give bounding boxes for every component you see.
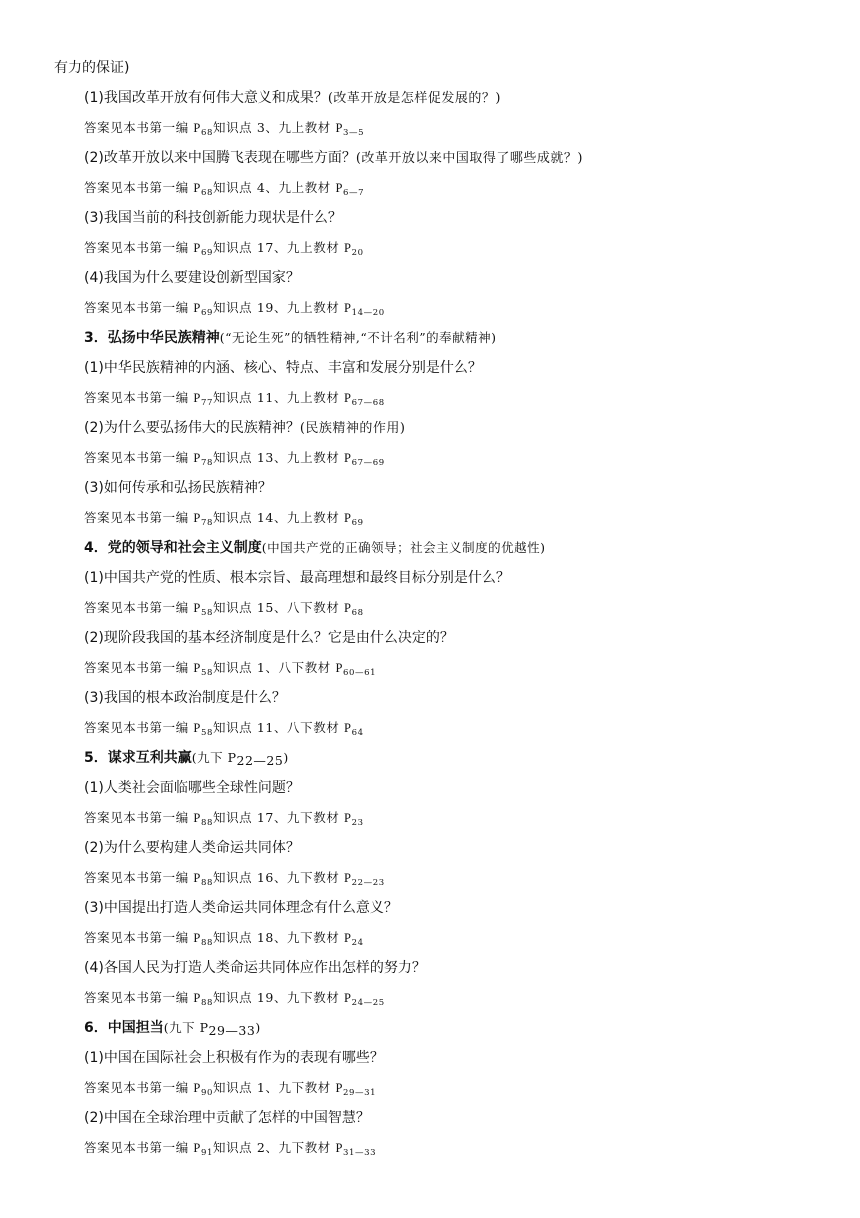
continued-text bbox=[54, 59, 129, 77]
page-letter: P bbox=[344, 721, 352, 735]
page-number: 88 bbox=[200, 878, 213, 888]
question-note: (改革开放以来中国取得了哪些成就？) bbox=[355, 151, 583, 166]
page-letter: P bbox=[344, 601, 352, 615]
page-number: 58 bbox=[200, 608, 213, 618]
continued-text-label: 有力的保证) bbox=[54, 60, 130, 76]
answer-middle: 知识点 19、九上教材 bbox=[212, 300, 345, 315]
answer-prefix: 答案见本书第一编 bbox=[84, 1080, 194, 1095]
answer-reference bbox=[84, 1079, 376, 1097]
question-text: (2)为什么要弘扬伟大的民族精神？ bbox=[84, 420, 300, 436]
page-number: 78 bbox=[200, 518, 213, 528]
answer-reference bbox=[84, 179, 364, 197]
answer-reference bbox=[84, 1139, 376, 1157]
section-heading-text: 5．谋求互利共赢 bbox=[84, 750, 192, 766]
textbook-page-range: 24—25 bbox=[351, 998, 385, 1008]
question-line bbox=[84, 629, 454, 647]
page-number: 77 bbox=[200, 398, 213, 408]
question-line bbox=[84, 209, 342, 227]
question-line bbox=[84, 89, 501, 107]
question-line bbox=[84, 899, 398, 917]
question-text: (1)人类社会面临哪些全球性问题？ bbox=[84, 780, 300, 796]
page-letter: P bbox=[193, 931, 201, 945]
question-line bbox=[84, 839, 300, 857]
answer-middle: 知识点 1、八下教材 bbox=[212, 660, 336, 675]
page-letter: P bbox=[193, 811, 201, 825]
question-line bbox=[84, 779, 300, 797]
textbook-page-range: 67—69 bbox=[351, 458, 385, 468]
textbook-page-range: 60—61 bbox=[343, 668, 377, 678]
page-letter: P bbox=[193, 1141, 201, 1155]
answer-prefix: 答案见本书第一编 bbox=[84, 810, 194, 825]
answer-reference bbox=[84, 809, 364, 827]
page-number: 88 bbox=[200, 998, 213, 1008]
page-letter: P bbox=[344, 391, 352, 405]
answer-prefix: 答案见本书第一编 bbox=[84, 180, 194, 195]
question-text: (1)中华民族精神的内涵、核心、特点、丰富和发展分别是什么？ bbox=[84, 360, 482, 376]
page-letter: P bbox=[193, 721, 201, 735]
page-letter: P bbox=[193, 601, 201, 615]
page-number: 58 bbox=[200, 728, 213, 738]
page-letter: P bbox=[335, 661, 344, 675]
textbook-page-range: 3—5 bbox=[343, 128, 365, 138]
answer-middle: 知识点 15、八下教材 bbox=[212, 600, 345, 615]
answer-prefix: 答案见本书第一编 bbox=[84, 660, 194, 675]
page-range: 29—33 bbox=[208, 1023, 256, 1038]
answer-middle: 知识点 11、九上教材 bbox=[212, 390, 345, 405]
section-heading-note-end: ) bbox=[255, 1020, 261, 1035]
textbook-page-range: 67—68 bbox=[351, 398, 385, 408]
textbook-page-range: 23 bbox=[351, 818, 364, 828]
answer-middle: 知识点 18、九下教材 bbox=[212, 930, 345, 945]
section-heading bbox=[84, 539, 546, 557]
answer-middle: 知识点 4、九上教材 bbox=[212, 180, 336, 195]
question-line bbox=[84, 419, 406, 437]
answer-middle: 知识点 17、九上教材 bbox=[212, 240, 345, 255]
answer-reference bbox=[84, 599, 364, 617]
textbook-page-range: 64 bbox=[351, 728, 364, 738]
page-letter: P bbox=[193, 511, 201, 525]
question-line bbox=[84, 479, 272, 497]
textbook-page-range: 29—31 bbox=[343, 1088, 377, 1098]
page-letter: P bbox=[335, 181, 344, 195]
answer-middle: 知识点 17、九下教材 bbox=[212, 810, 345, 825]
question-text: (1)中国共产党的性质、根本宗旨、最高理想和最终目标分别是什么？ bbox=[84, 570, 510, 586]
question-line bbox=[84, 1049, 384, 1067]
section-heading bbox=[84, 749, 289, 767]
answer-middle: 知识点 2、九下教材 bbox=[212, 1140, 336, 1155]
question-text: (3)我国的根本政治制度是什么？ bbox=[84, 690, 286, 706]
question-line bbox=[84, 1109, 370, 1127]
page-letter: P bbox=[193, 391, 201, 405]
section-heading-text: 4．党的领导和社会主义制度 bbox=[84, 540, 262, 556]
page-number: 58 bbox=[200, 668, 213, 678]
answer-prefix: 答案见本书第一编 bbox=[84, 300, 194, 315]
answer-reference bbox=[84, 449, 385, 467]
question-text: (2)现阶段我国的基本经济制度是什么？它是由什么决定的？ bbox=[84, 630, 454, 646]
section-heading bbox=[84, 1019, 261, 1037]
answer-middle: 知识点 19、九下教材 bbox=[212, 990, 345, 1005]
answer-prefix: 答案见本书第一编 bbox=[84, 1140, 194, 1155]
page-letter: P bbox=[193, 301, 201, 315]
page-letter: P bbox=[193, 661, 201, 675]
answer-reference bbox=[84, 929, 364, 947]
question-text: (2)改革开放以来中国腾飞表现在哪些方面？ bbox=[84, 150, 356, 166]
page-letter: P bbox=[335, 1141, 344, 1155]
question-line bbox=[84, 569, 510, 587]
answer-middle: 知识点 1、九下教材 bbox=[212, 1080, 336, 1095]
question-text: (2)为什么要构建人类命运共同体？ bbox=[84, 840, 300, 856]
page-letter: P bbox=[193, 871, 201, 885]
answer-middle: 知识点 16、九下教材 bbox=[212, 870, 345, 885]
question-line bbox=[84, 269, 300, 287]
question-text: (1)我国改革开放有何伟大意义和成果？ bbox=[84, 90, 328, 106]
section-heading-text: 3．弘扬中华民族精神 bbox=[84, 330, 220, 346]
page-number: 90 bbox=[200, 1088, 213, 1098]
answer-reference bbox=[84, 239, 364, 257]
question-text: (3)中国提出打造人类命运共同体理念有什么意义？ bbox=[84, 900, 398, 916]
section-heading-text: 6．中国担当 bbox=[84, 1020, 164, 1036]
answer-prefix: 答案见本书第一编 bbox=[84, 930, 194, 945]
answer-prefix: 答案见本书第一编 bbox=[84, 870, 194, 885]
answer-reference bbox=[84, 989, 385, 1007]
page-letter: P bbox=[344, 301, 352, 315]
question-line bbox=[84, 689, 286, 707]
answer-prefix: 答案见本书第一编 bbox=[84, 240, 194, 255]
question-text: (2)中国在全球治理中贡献了怎样的中国智慧？ bbox=[84, 1110, 370, 1126]
answer-reference bbox=[84, 299, 385, 317]
answer-reference bbox=[84, 119, 364, 137]
section-heading-note: (九下 P bbox=[191, 750, 237, 765]
answer-middle: 知识点 14、九上教材 bbox=[212, 510, 345, 525]
textbook-page-range: 24 bbox=[351, 938, 364, 948]
question-note: (改革开放是怎样促发展的？) bbox=[327, 91, 501, 106]
page-letter: P bbox=[344, 871, 352, 885]
question-text: (3)如何传承和弘扬民族精神？ bbox=[84, 480, 272, 496]
answer-middle: 知识点 13、九上教材 bbox=[212, 450, 345, 465]
answer-prefix: 答案见本书第一编 bbox=[84, 720, 194, 735]
page-letter: P bbox=[193, 181, 201, 195]
question-text: (3)我国当前的科技创新能力现状是什么？ bbox=[84, 210, 342, 226]
answer-prefix: 答案见本书第一编 bbox=[84, 390, 194, 405]
page-number: 68 bbox=[200, 128, 213, 138]
page-letter: P bbox=[344, 451, 352, 465]
page-letter: P bbox=[193, 451, 201, 465]
page-range: 22—25 bbox=[236, 753, 284, 768]
answer-reference bbox=[84, 719, 364, 737]
page-number: 69 bbox=[200, 308, 213, 318]
page-letter: P bbox=[335, 1081, 344, 1095]
answer-prefix: 答案见本书第一编 bbox=[84, 450, 194, 465]
textbook-page-range: 20 bbox=[351, 248, 364, 258]
section-heading bbox=[84, 329, 497, 347]
page-letter: P bbox=[193, 991, 201, 1005]
page-number: 69 bbox=[200, 248, 213, 258]
page-letter: P bbox=[193, 121, 201, 135]
textbook-page-range: 31—33 bbox=[343, 1148, 377, 1158]
textbook-page-range: 22—23 bbox=[351, 878, 385, 888]
page-letter: P bbox=[344, 511, 352, 525]
question-note: (民族精神的作用) bbox=[299, 421, 406, 436]
page-number: 88 bbox=[200, 938, 213, 948]
page-number: 88 bbox=[200, 818, 213, 828]
page-letter: P bbox=[344, 241, 352, 255]
page-letter: P bbox=[335, 121, 344, 135]
page-letter: P bbox=[193, 241, 201, 255]
page-letter: P bbox=[344, 931, 352, 945]
answer-reference bbox=[84, 389, 385, 407]
textbook-page-range: 68 bbox=[351, 608, 364, 618]
question-text: (4)各国人民为打造人类命运共同体应作出怎样的努力？ bbox=[84, 960, 426, 976]
textbook-page-range: 69 bbox=[351, 518, 364, 528]
answer-reference bbox=[84, 509, 364, 527]
textbook-page-range: 6—7 bbox=[343, 188, 365, 198]
answer-reference bbox=[84, 659, 376, 677]
question-line bbox=[84, 149, 583, 167]
answer-prefix: 答案见本书第一编 bbox=[84, 600, 194, 615]
question-text: (4)我国为什么要建设创新型国家？ bbox=[84, 270, 300, 286]
page-number: 91 bbox=[200, 1148, 213, 1158]
answer-prefix: 答案见本书第一编 bbox=[84, 510, 194, 525]
answer-middle: 知识点 11、八下教材 bbox=[212, 720, 345, 735]
answer-middle: 知识点 3、九上教材 bbox=[212, 120, 336, 135]
section-heading-note: (九下 P bbox=[163, 1020, 209, 1035]
page-letter: P bbox=[193, 1081, 201, 1095]
question-line bbox=[84, 359, 482, 377]
page-letter: P bbox=[344, 811, 352, 825]
answer-prefix: 答案见本书第一编 bbox=[84, 120, 194, 135]
textbook-page-range: 14—20 bbox=[351, 308, 385, 318]
question-text: (1)中国在国际社会上积极有作为的表现有哪些？ bbox=[84, 1050, 384, 1066]
answer-prefix: 答案见本书第一编 bbox=[84, 990, 194, 1005]
section-heading-note: (“无论生死”的牺牲精神,“不计名利”的奉献精神) bbox=[219, 330, 497, 345]
question-line bbox=[84, 959, 426, 977]
answer-reference bbox=[84, 869, 385, 887]
section-heading-note: (中国共产党的正确领导；社会主义制度的优越性) bbox=[261, 540, 546, 555]
page-number: 68 bbox=[200, 188, 213, 198]
page-letter: P bbox=[344, 991, 352, 1005]
section-heading-note-end: ) bbox=[283, 750, 289, 765]
page-number: 78 bbox=[200, 458, 213, 468]
